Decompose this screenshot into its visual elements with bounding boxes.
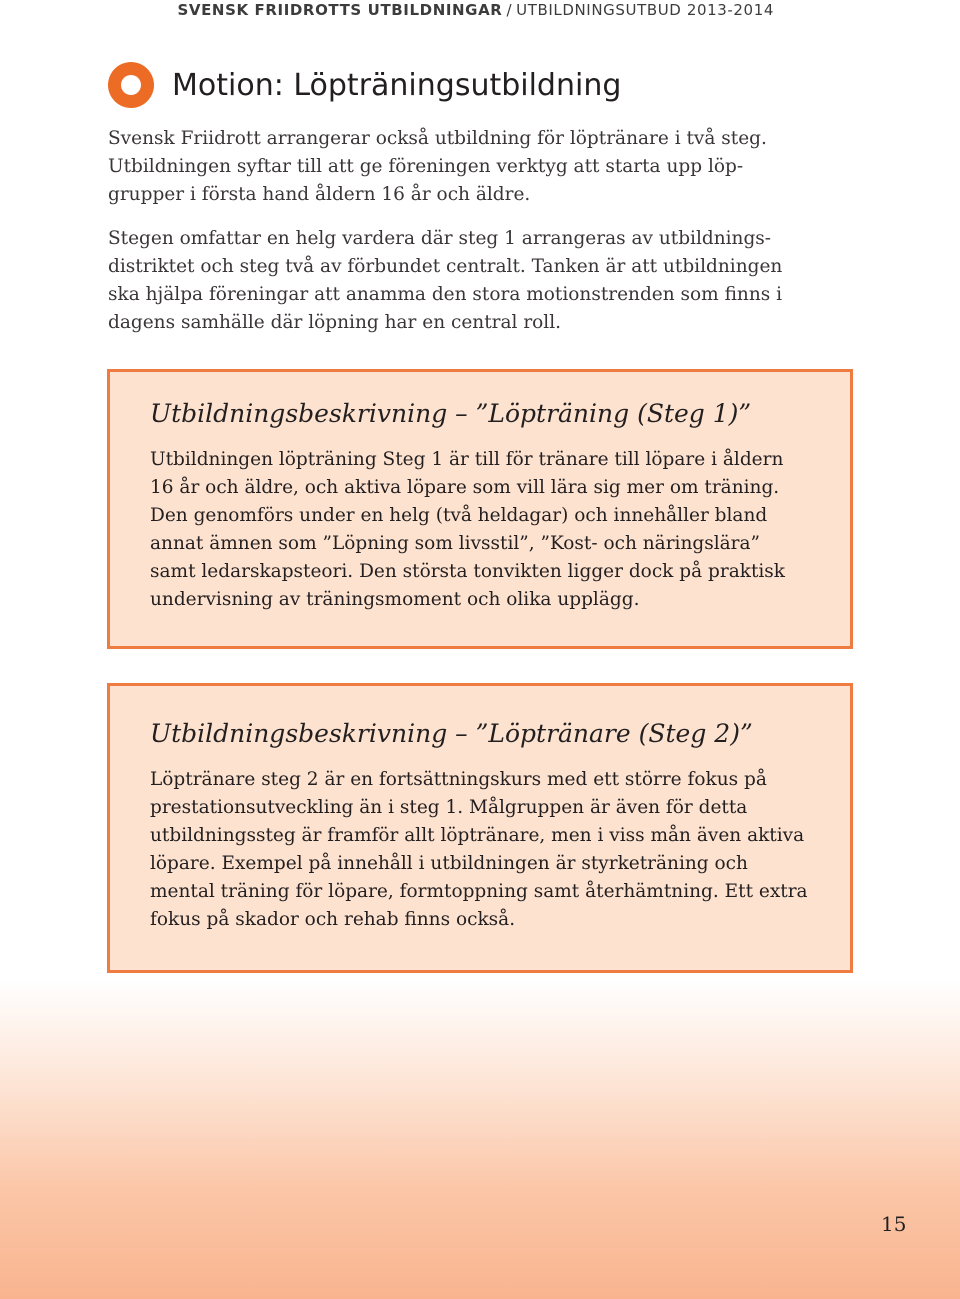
intro-paragraph-2: Stegen omfattar en helg vardera där steg 1 arrangeras av utbildningsdistriktet och steg två av förbundet centralt. Tanken är att utbildningen ska hjälpa föreningar att anamma den stora motionstrenden som finns i dagens samhälle där löpning har en central roll. <box>108 228 783 333</box>
course-box-body: Utbildningen löpträning Steg 1 är till för tränare till löpare i åldern 16 år och äldre, och aktiva löpare som vill lära sig mer om träning. Den genomförs under en helg (två heldagar) och innehåller bland annat ämnen som ”Löpning som livsstil”, ”Kost- och näringslära” samt ledarskapsteori. Den största tonvikten ligger dock på praktisk undervisning av träningsmoment och olika upplägg. <box>150 449 785 610</box>
page-number: 15 <box>881 1212 907 1236</box>
running-header <box>177 1 774 19</box>
header-brand: SVENSK FRIIDROTTS UTBILDNINGAR <box>177 1 503 19</box>
ring-bullet-icon <box>108 62 154 108</box>
section-title: Motion: Löpträningsutbildning <box>172 67 622 103</box>
course-box-heading: Utbildningsbeskrivning – ”Löpträning (Steg 1)” <box>150 399 752 428</box>
course-box-heading: Utbildningsbeskrivning – ”Löptränare (Steg 2)” <box>150 719 753 748</box>
header-separator: / <box>506 1 513 19</box>
course-box-body: Löptränare steg 2 är en fortsättningskurs med ett större fokus på prestationsutveckling än i steg 1. Målgruppen är även för detta utbildningssteg är framför allt löptränare, men i viss mån även aktiva löpare. Exempel på innehåll i utbildningen är styrketräning och mental träning för löpare, formtoppning samt återhämtning. Ett extra fokus på skador och rehab finns också. <box>150 769 808 930</box>
header-subtitle: UTBILDNINGSUTBUD 2013-2014 <box>516 1 774 19</box>
course-box-step-1 <box>107 369 853 649</box>
intro-text <box>108 125 808 353</box>
intro-paragraph-1: Svensk Friidrott arrangerar också utbildning för löptränare i två steg. Utbildningen syftar till att ge föreningen verktyg att starta upp löpgrupper i första hand åldern 16 år och äldre. <box>108 128 767 205</box>
section-heading <box>108 62 621 108</box>
course-box-step-2 <box>107 683 853 973</box>
